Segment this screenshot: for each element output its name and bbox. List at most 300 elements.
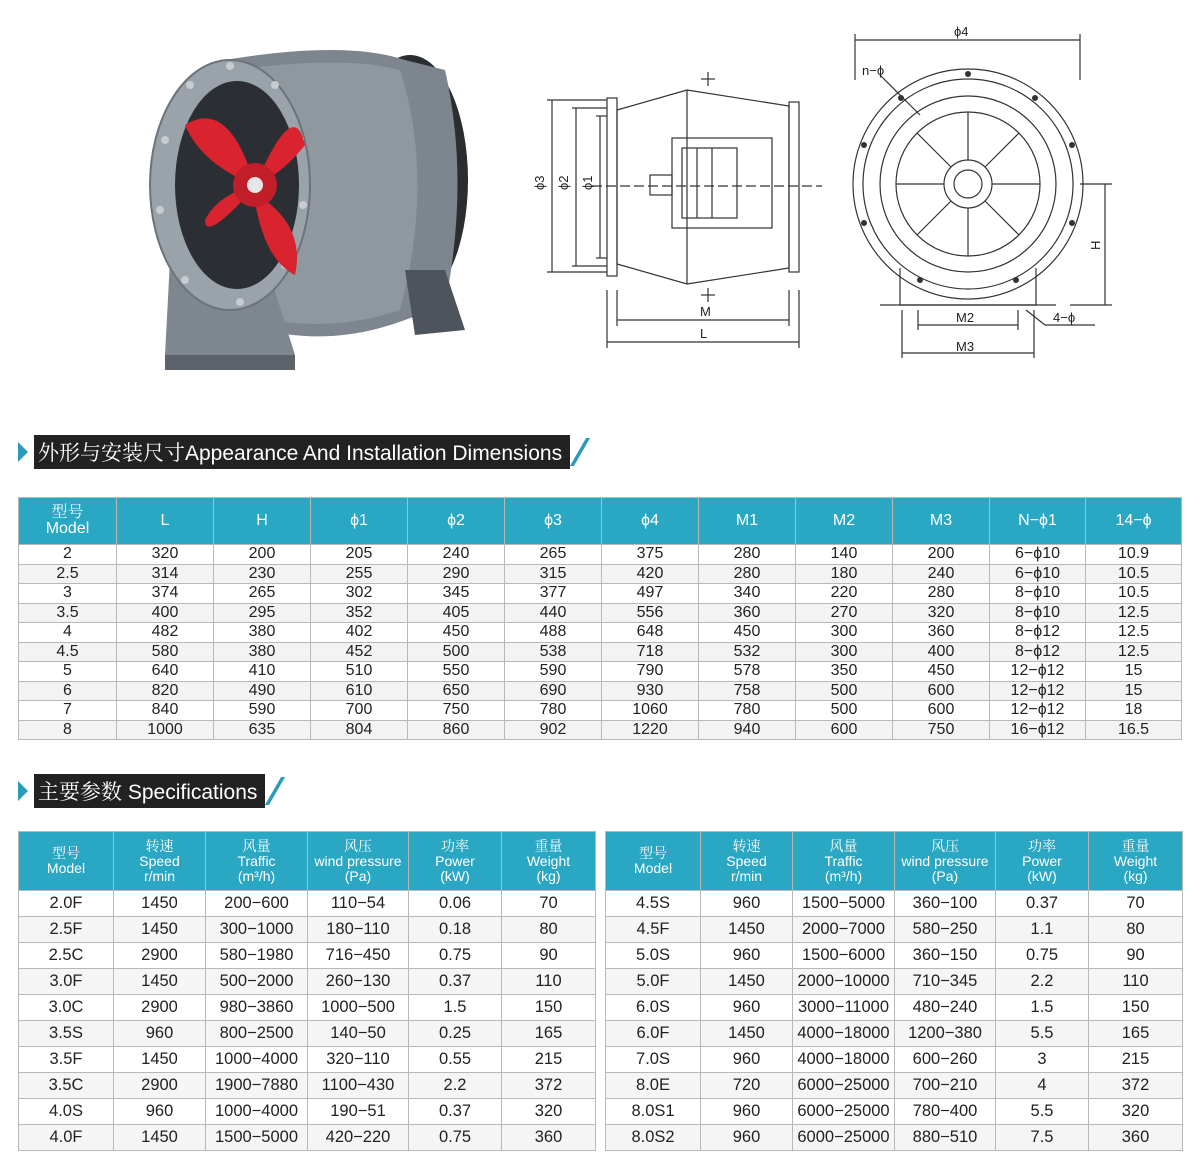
- dim-header: 14−ϕ: [1086, 498, 1182, 545]
- spec-header-en: Weight: [526, 852, 571, 869]
- table-cell: 718: [602, 642, 699, 662]
- table-row: [606, 1073, 1183, 1099]
- table-cell: 12.5: [1086, 603, 1182, 623]
- table-cell: 374: [117, 584, 214, 604]
- table-cell: 8.0E: [606, 1073, 701, 1099]
- spec-header-en: wind pressure: [901, 852, 989, 869]
- table-cell: 70: [502, 891, 596, 917]
- table-cell: 150: [1089, 995, 1183, 1021]
- table-cell: 377: [505, 584, 602, 604]
- table-cell: 780: [505, 701, 602, 721]
- table-cell: 375: [602, 545, 699, 565]
- table-cell: 580−1980: [206, 943, 308, 969]
- table-cell: 320: [502, 1099, 596, 1125]
- table-cell: 270: [796, 603, 893, 623]
- table-cell: 450: [699, 623, 796, 643]
- table-cell: 1220: [602, 720, 699, 740]
- table-cell: 405: [408, 603, 505, 623]
- table-cell: 265: [214, 584, 311, 604]
- table-cell: 180−110: [308, 917, 409, 943]
- table-cell: 2: [19, 545, 117, 565]
- table-cell: 590: [505, 662, 602, 682]
- dimensions-table: [18, 497, 1182, 740]
- table-cell: 590: [214, 701, 311, 721]
- table-cell: 12−ϕ12: [990, 701, 1086, 721]
- table-cell: 0.37: [409, 969, 502, 995]
- table-cell: 140: [796, 545, 893, 565]
- table-cell: 215: [1089, 1047, 1183, 1073]
- table-cell: 960: [701, 1125, 793, 1151]
- table-cell: 360−150: [895, 943, 996, 969]
- table-cell: 352: [311, 603, 408, 623]
- table-cell: 110: [1089, 969, 1183, 995]
- model-header: [19, 498, 117, 545]
- spec-header: [895, 832, 996, 891]
- table-cell: 290: [408, 564, 505, 584]
- table-cell: 500: [408, 642, 505, 662]
- table-cell: 804: [311, 720, 408, 740]
- dim-header: ϕ3: [505, 498, 602, 545]
- table-cell: 580: [117, 642, 214, 662]
- table-row: [19, 720, 1182, 740]
- slash-decoration: [570, 438, 590, 466]
- table-cell: 2000−7000: [793, 917, 895, 943]
- table-cell: 300: [796, 642, 893, 662]
- table-cell: 3.5: [19, 603, 117, 623]
- table-cell: 4: [19, 623, 117, 643]
- table-cell: 4000−18000: [793, 1021, 895, 1047]
- table-cell: 215: [502, 1047, 596, 1073]
- spec-header-cn: 功率: [441, 837, 469, 854]
- table-cell: 880−510: [895, 1125, 996, 1151]
- table-row: [19, 943, 596, 969]
- table-cell: 110: [502, 969, 596, 995]
- phi1-label: ϕ1: [580, 175, 595, 190]
- table-cell: 12.5: [1086, 623, 1182, 643]
- spec-header-en: Traffic: [237, 852, 276, 869]
- table-cell: 8.0S1: [606, 1099, 701, 1125]
- table-cell: 140−50: [308, 1021, 409, 1047]
- l-label: L: [700, 326, 708, 341]
- table-row: [19, 995, 596, 1021]
- table-cell: 538: [505, 642, 602, 662]
- spec-header: [1089, 832, 1183, 891]
- table-cell: 700−210: [895, 1073, 996, 1099]
- spec-header: [308, 832, 409, 891]
- table-cell: 90: [1089, 943, 1183, 969]
- table-row: [19, 564, 1182, 584]
- table-cell: 360: [1089, 1125, 1183, 1151]
- spec-header-unit: r/min: [730, 867, 763, 884]
- table-cell: 500: [796, 701, 893, 721]
- table-cell: 1000−500: [308, 995, 409, 1021]
- table-cell: 480−240: [895, 995, 996, 1021]
- spec-header: [793, 832, 895, 891]
- table-cell: 220: [796, 584, 893, 604]
- table-cell: 80: [1089, 917, 1183, 943]
- table-cell: 790: [602, 662, 699, 682]
- table-cell: 3.5F: [19, 1047, 114, 1073]
- table-row: [19, 1073, 596, 1099]
- table-cell: 490: [214, 681, 311, 701]
- spec-header: [206, 832, 308, 891]
- spec-header: [701, 832, 793, 891]
- table-cell: 320: [1089, 1099, 1183, 1125]
- table-cell: 3000−11000: [793, 995, 895, 1021]
- table-cell: 0.06: [409, 891, 502, 917]
- table-row: [19, 681, 1182, 701]
- table-cell: 420−220: [308, 1125, 409, 1151]
- table-cell: 8.0S2: [606, 1125, 701, 1151]
- spec-header-cn: 风压: [931, 837, 959, 854]
- table-cell: 2900: [114, 1073, 206, 1099]
- table-row: [19, 1021, 596, 1047]
- spec-header-en: Speed: [726, 852, 767, 869]
- model-header-cn: 型号: [51, 504, 84, 521]
- table-cell: 2900: [114, 943, 206, 969]
- table-cell: 960: [701, 891, 793, 917]
- table-cell: 255: [311, 564, 408, 584]
- spec-header: [996, 832, 1089, 891]
- table-cell: 980−3860: [206, 995, 308, 1021]
- table-cell: 314: [117, 564, 214, 584]
- table-row: [606, 1047, 1183, 1073]
- table-row: [606, 995, 1183, 1021]
- table-cell: 6−ϕ10: [990, 564, 1086, 584]
- table-cell: 18: [1086, 701, 1182, 721]
- dimensions-section-title: [18, 437, 582, 467]
- table-cell: 8−ϕ10: [990, 603, 1086, 623]
- table-cell: 400: [117, 603, 214, 623]
- table-cell: 1450: [114, 1047, 206, 1073]
- table-cell: 6.0S: [606, 995, 701, 1021]
- spec-header-unit: (kg): [536, 867, 561, 884]
- table-cell: 70: [1089, 891, 1183, 917]
- front-view-drawing: [840, 20, 1190, 365]
- table-cell: 230: [214, 564, 311, 584]
- spec-header: [409, 832, 502, 891]
- table-cell: 3.5S: [19, 1021, 114, 1047]
- dim-header: M2: [796, 498, 893, 545]
- spec-header: [114, 832, 206, 891]
- phi4-label: ϕ4: [954, 24, 969, 39]
- table-cell: 6000−25000: [793, 1099, 895, 1125]
- spec-header-en: Model: [46, 860, 86, 876]
- dim-header: L: [117, 498, 214, 545]
- table-cell: 2.5C: [19, 943, 114, 969]
- specifications-section-title-text: 主要参数 Specifications: [34, 774, 265, 808]
- table-cell: 7: [19, 701, 117, 721]
- table-cell: 400: [893, 642, 990, 662]
- table-row: [606, 1021, 1183, 1047]
- table-cell: 1450: [114, 969, 206, 995]
- spec-header-cn: 重量: [1121, 837, 1150, 854]
- table-cell: 1000−4000: [206, 1047, 308, 1073]
- dim-header: H: [214, 498, 311, 545]
- table-cell: 165: [502, 1021, 596, 1047]
- table-cell: 1500−5000: [206, 1125, 308, 1151]
- n-phi-label: n−ϕ: [862, 63, 885, 78]
- table-cell: 497: [602, 584, 699, 604]
- slash-decoration: [265, 777, 285, 805]
- table-cell: 510: [311, 662, 408, 682]
- table-cell: 360: [699, 603, 796, 623]
- table-cell: 500: [796, 681, 893, 701]
- table-cell: 758: [699, 681, 796, 701]
- table-cell: 8−ϕ12: [990, 642, 1086, 662]
- table-cell: 450: [408, 623, 505, 643]
- table-cell: 265: [505, 545, 602, 565]
- table-cell: 700: [311, 701, 408, 721]
- spec-header-cn: 转速: [145, 837, 174, 854]
- table-cell: 15: [1086, 662, 1182, 682]
- table-cell: 1900−7880: [206, 1073, 308, 1099]
- spec-header-cn: 风量: [829, 837, 858, 854]
- spec-header-cn: 型号: [639, 845, 667, 861]
- spec-header-unit: (kg): [1123, 867, 1148, 884]
- table-cell: 532: [699, 642, 796, 662]
- table-cell: 860: [408, 720, 505, 740]
- table-cell: 16.5: [1086, 720, 1182, 740]
- table-cell: 2900: [114, 995, 206, 1021]
- table-cell: 1450: [701, 969, 793, 995]
- table-row: [19, 701, 1182, 721]
- table-cell: 12.5: [1086, 642, 1182, 662]
- table-cell: 0.55: [409, 1047, 502, 1073]
- table-cell: 2.5: [19, 564, 117, 584]
- table-cell: 420: [602, 564, 699, 584]
- table-cell: 710−345: [895, 969, 996, 995]
- table-cell: 360−100: [895, 891, 996, 917]
- spec-header-unit: (m³/h): [824, 867, 863, 884]
- table-cell: 350: [796, 662, 893, 682]
- table-cell: 3.0C: [19, 995, 114, 1021]
- table-cell: 1450: [114, 1125, 206, 1151]
- table-cell: 960: [701, 995, 793, 1021]
- table-cell: 410: [214, 662, 311, 682]
- table-cell: 320: [893, 603, 990, 623]
- fan-product-photo: [145, 30, 485, 375]
- table-cell: 2000−10000: [793, 969, 895, 995]
- table-cell: 1100−430: [308, 1073, 409, 1099]
- table-cell: 960: [701, 943, 793, 969]
- table-cell: 0.18: [409, 917, 502, 943]
- table-cell: 580−250: [895, 917, 996, 943]
- spec-header: [606, 832, 701, 891]
- table-cell: 820: [117, 681, 214, 701]
- table-cell: 2.2: [996, 969, 1089, 995]
- spec-header: [502, 832, 596, 891]
- phi3-label: ϕ3: [532, 175, 547, 190]
- table-row: [19, 545, 1182, 565]
- table-cell: 6.0F: [606, 1021, 701, 1047]
- table-cell: 4000−18000: [793, 1047, 895, 1073]
- table-cell: 930: [602, 681, 699, 701]
- table-cell: 960: [701, 1099, 793, 1125]
- table-cell: 200: [214, 545, 311, 565]
- spec-header-en: Model: [633, 860, 673, 876]
- spec-header-unit: (m³/h): [237, 867, 276, 884]
- spec-header-unit: r/min: [143, 867, 176, 884]
- table-row: [19, 917, 596, 943]
- spec-header-unit: (kW): [440, 867, 470, 884]
- four-phi-label: 4−ϕ: [1053, 310, 1076, 325]
- table-cell: 550: [408, 662, 505, 682]
- table-cell: 0.37: [409, 1099, 502, 1125]
- table-cell: 280: [699, 545, 796, 565]
- table-cell: 6: [19, 681, 117, 701]
- table-cell: 1000: [117, 720, 214, 740]
- table-cell: 1450: [114, 917, 206, 943]
- table-cell: 4.5: [19, 642, 117, 662]
- table-row: [606, 891, 1183, 917]
- table-cell: 1450: [114, 891, 206, 917]
- table-cell: 1.1: [996, 917, 1089, 943]
- spec-header-row: [606, 832, 1183, 891]
- table-cell: 650: [408, 681, 505, 701]
- table-cell: 315: [505, 564, 602, 584]
- table-row: [606, 943, 1183, 969]
- table-cell: 205: [311, 545, 408, 565]
- table-cell: 3.5C: [19, 1073, 114, 1099]
- m2-label: M2: [956, 310, 975, 325]
- table-cell: 12−ϕ12: [990, 681, 1086, 701]
- table-cell: 6000−25000: [793, 1125, 895, 1151]
- table-cell: 780−400: [895, 1099, 996, 1125]
- arrow-icon: [18, 442, 28, 462]
- table-cell: 578: [699, 662, 796, 682]
- table-cell: 1.5: [996, 995, 1089, 1021]
- dimensions-section-title-text: 外形与安装尺寸Appearance And Installation Dimensions: [34, 435, 570, 469]
- specifications-table-left: [18, 831, 596, 1151]
- table-cell: 295: [214, 603, 311, 623]
- table-cell: 10.5: [1086, 564, 1182, 584]
- table-cell: 488: [505, 623, 602, 643]
- table-cell: 6000−25000: [793, 1073, 895, 1099]
- table-cell: 0.37: [996, 891, 1089, 917]
- table-cell: 960: [114, 1021, 206, 1047]
- table-row: [19, 584, 1182, 604]
- table-cell: 15: [1086, 681, 1182, 701]
- table-cell: 180: [796, 564, 893, 584]
- spec-header-en: Weight: [1113, 852, 1158, 869]
- table-cell: 1450: [701, 1021, 793, 1047]
- spec-header: [19, 832, 114, 891]
- arrow-icon: [18, 781, 28, 801]
- table-cell: 1.5: [409, 995, 502, 1021]
- table-cell: 280: [699, 564, 796, 584]
- table-cell: 4.0F: [19, 1125, 114, 1151]
- table-cell: 3: [996, 1047, 1089, 1073]
- table-cell: 2.5F: [19, 917, 114, 943]
- table-cell: 402: [311, 623, 408, 643]
- table-cell: 840: [117, 701, 214, 721]
- spec-header-unit: (Pa): [931, 867, 959, 884]
- spec-header-cn: 重量: [534, 837, 563, 854]
- table-cell: 90: [502, 943, 596, 969]
- table-cell: 1500−5000: [793, 891, 895, 917]
- table-row: [19, 642, 1182, 662]
- table-cell: 780: [699, 701, 796, 721]
- table-cell: 165: [1089, 1021, 1183, 1047]
- table-cell: 600: [796, 720, 893, 740]
- table-cell: 372: [502, 1073, 596, 1099]
- table-row: [19, 623, 1182, 643]
- table-cell: 4.0S: [19, 1099, 114, 1125]
- table-row: [19, 1125, 596, 1151]
- spec-header-cn: 风量: [242, 837, 271, 854]
- table-cell: 0.25: [409, 1021, 502, 1047]
- table-cell: 380: [214, 642, 311, 662]
- table-cell: 10.9: [1086, 545, 1182, 565]
- table-cell: 600: [893, 681, 990, 701]
- table-cell: 1500−6000: [793, 943, 895, 969]
- table-cell: 635: [214, 720, 311, 740]
- table-cell: 690: [505, 681, 602, 701]
- table-cell: 360: [502, 1125, 596, 1151]
- table-cell: 320: [117, 545, 214, 565]
- table-cell: 1200−380: [895, 1021, 996, 1047]
- table-cell: 280: [893, 584, 990, 604]
- table-cell: 190−51: [308, 1099, 409, 1125]
- table-cell: 200−600: [206, 891, 308, 917]
- table-cell: 380: [214, 623, 311, 643]
- table-row: [19, 891, 596, 917]
- table-cell: 800−2500: [206, 1021, 308, 1047]
- table-cell: 16−ϕ12: [990, 720, 1086, 740]
- table-row: [19, 1047, 596, 1073]
- table-cell: 80: [502, 917, 596, 943]
- table-cell: 110−54: [308, 891, 409, 917]
- table-row: [19, 1099, 596, 1125]
- table-cell: 345: [408, 584, 505, 604]
- spec-header-cn: 风压: [344, 837, 372, 854]
- table-cell: 720: [701, 1073, 793, 1099]
- table-cell: 716−450: [308, 943, 409, 969]
- table-cell: 7.0S: [606, 1047, 701, 1073]
- table-cell: 360: [893, 623, 990, 643]
- spec-header-cn: 转速: [732, 837, 761, 854]
- m-label: M: [700, 304, 711, 319]
- model-header-en: Model: [45, 520, 90, 537]
- table-cell: 12−ϕ12: [990, 662, 1086, 682]
- table-cell: 0.75: [996, 943, 1089, 969]
- dim-header: ϕ1: [311, 498, 408, 545]
- table-cell: 960: [701, 1047, 793, 1073]
- h-label: H: [1088, 240, 1103, 250]
- table-cell: 8−ϕ10: [990, 584, 1086, 604]
- specifications-section-title: [18, 776, 277, 806]
- table-row: [606, 917, 1183, 943]
- table-cell: 340: [699, 584, 796, 604]
- table-cell: 5.0S: [606, 943, 701, 969]
- table-row: [606, 1099, 1183, 1125]
- phi2-label: ϕ2: [556, 175, 571, 190]
- table-cell: 5.5: [996, 1021, 1089, 1047]
- dim-header: ϕ2: [408, 498, 505, 545]
- table-cell: 5.5: [996, 1099, 1089, 1125]
- table-cell: 600−260: [895, 1047, 996, 1073]
- table-row: [19, 603, 1182, 623]
- spec-header-unit: (Pa): [344, 867, 372, 884]
- specifications-table-right: [605, 831, 1183, 1151]
- table-cell: 452: [311, 642, 408, 662]
- table-cell: 640: [117, 662, 214, 682]
- table-cell: 8−ϕ12: [990, 623, 1086, 643]
- table-cell: 150: [502, 995, 596, 1021]
- table-cell: 260−130: [308, 969, 409, 995]
- side-view-drawing: [532, 20, 842, 360]
